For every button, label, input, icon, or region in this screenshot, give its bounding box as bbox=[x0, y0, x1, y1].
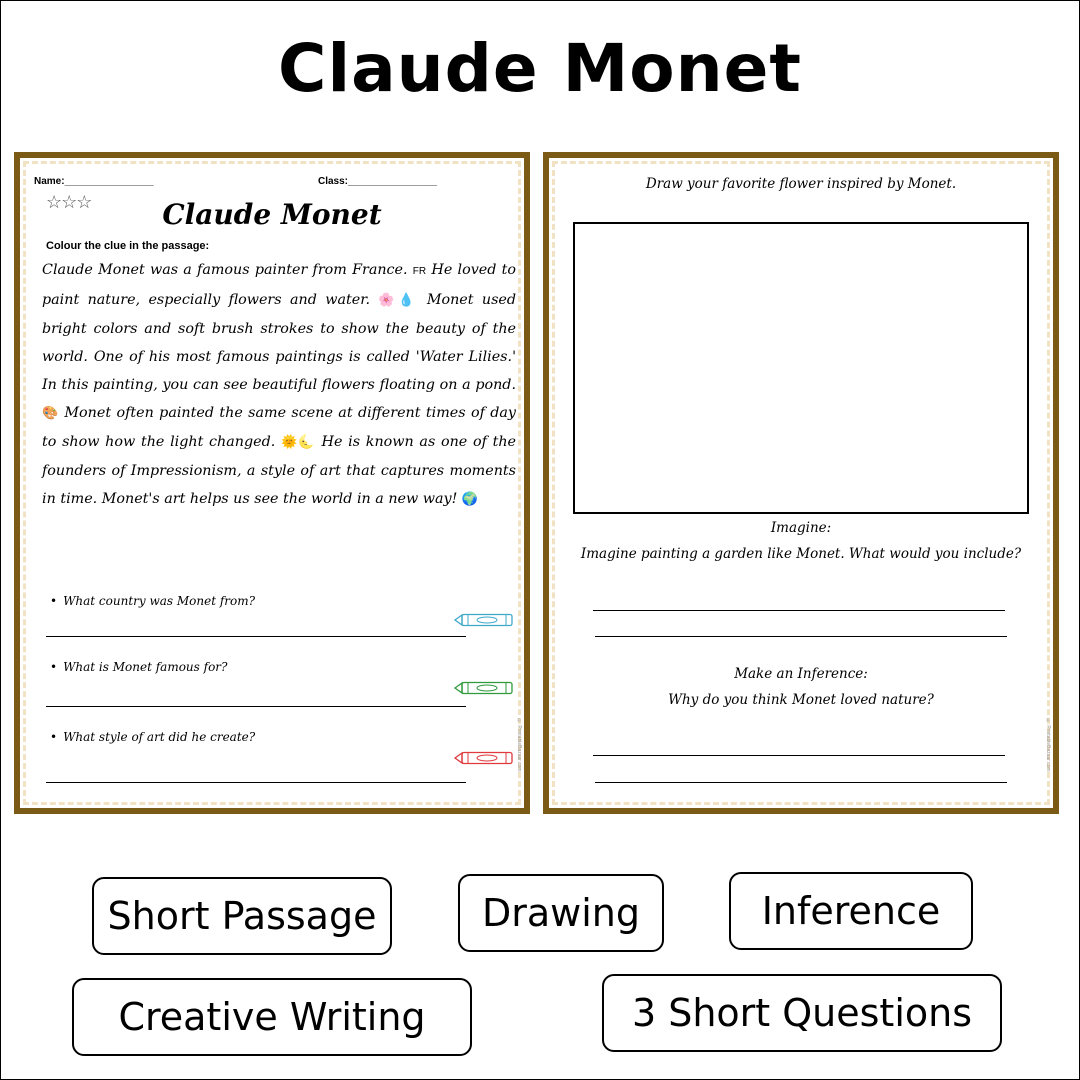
moon-icon: 🌜 bbox=[298, 435, 316, 450]
question-text: What is Monet famous for? bbox=[63, 660, 228, 674]
passage-text: He is known as one of the founders of Impressionism, a style of art that captures moments in time. Monet's art helps us see the world in a new way! bbox=[42, 434, 517, 507]
page-title: Claude Monet bbox=[278, 30, 802, 107]
red-crayon-icon bbox=[454, 750, 514, 766]
answer-line[interactable] bbox=[46, 636, 466, 637]
answer-line[interactable] bbox=[595, 782, 1007, 783]
inference-heading: Make an Inference: bbox=[734, 666, 868, 682]
passage-text: Claude Monet was a famous painter from France. bbox=[42, 262, 413, 278]
class-label: Class:________________ bbox=[318, 176, 437, 187]
question-item: • What is Monet famous for? bbox=[50, 660, 228, 674]
tag-3-short-questions: 3 Short Questions bbox=[602, 974, 1002, 1052]
water-drop-icon: 💧 bbox=[398, 293, 419, 308]
question-item: • What country was Monet from? bbox=[50, 594, 256, 608]
tag-short-passage: Short Passage bbox=[92, 877, 392, 955]
tag-inference: Inference bbox=[729, 872, 973, 950]
answer-line[interactable] bbox=[46, 782, 466, 783]
worksheet-title: Claude Monet bbox=[162, 198, 382, 231]
question-text: What country was Monet from? bbox=[63, 594, 256, 608]
imagine-prompt: Imagine painting a garden like Monet. What would you include? bbox=[580, 546, 1022, 562]
tag-creative-writing: Creative Writing bbox=[72, 978, 472, 1056]
passage-text: Monet often painted the same scene at different times of day to show how the light changed. bbox=[42, 405, 516, 450]
palette-icon: 🎨 bbox=[42, 406, 60, 421]
france-flag-icon: FR bbox=[412, 266, 427, 277]
activity-worksheet-inner bbox=[549, 158, 1053, 808]
tag-drawing: Drawing bbox=[458, 874, 664, 952]
globe-icon: 🌍 bbox=[461, 492, 479, 507]
reading-worksheet bbox=[14, 152, 530, 814]
answer-line[interactable] bbox=[593, 755, 1005, 756]
activity-worksheet bbox=[543, 152, 1059, 814]
sun-icon: 🌞 bbox=[281, 435, 299, 450]
rating-stars-icon: ☆☆☆ bbox=[46, 192, 92, 212]
question-item: • What style of art did he create? bbox=[50, 730, 256, 744]
question-text: What style of art did he create? bbox=[63, 730, 256, 744]
flower-icon: 🌸 bbox=[378, 293, 399, 308]
reading-worksheet-inner bbox=[20, 158, 524, 808]
name-label: Name:________________ bbox=[34, 176, 154, 187]
draw-prompt: Draw your favorite flower inspired by Monet. bbox=[645, 176, 957, 192]
reading-passage bbox=[42, 256, 516, 514]
instruction-text: Colour the clue in the passage: bbox=[46, 240, 210, 252]
answer-line[interactable] bbox=[595, 636, 1007, 637]
answer-line[interactable] bbox=[593, 610, 1005, 611]
green-crayon-icon bbox=[454, 680, 514, 696]
copyright-text: © PrintableBazaar.com bbox=[516, 718, 522, 772]
passage-text: He loved to paint nature, especially flowers and water. bbox=[42, 262, 516, 308]
imagine-heading: Imagine: bbox=[770, 520, 832, 536]
answer-line[interactable] bbox=[46, 706, 466, 707]
blue-crayon-icon bbox=[454, 612, 514, 628]
copyright-text: © PrintableBazaar.com bbox=[1045, 718, 1051, 772]
passage-text: Monet used bright colors and soft brush strokes to show the beauty of the world. One of his most famous paintings is called 'Water Lilies.' In this painting, you can see beautiful flowers floating on a pond. bbox=[42, 292, 517, 393]
inference-prompt: Why do you think Monet loved nature? bbox=[668, 692, 934, 708]
drawing-box[interactable] bbox=[573, 222, 1029, 514]
